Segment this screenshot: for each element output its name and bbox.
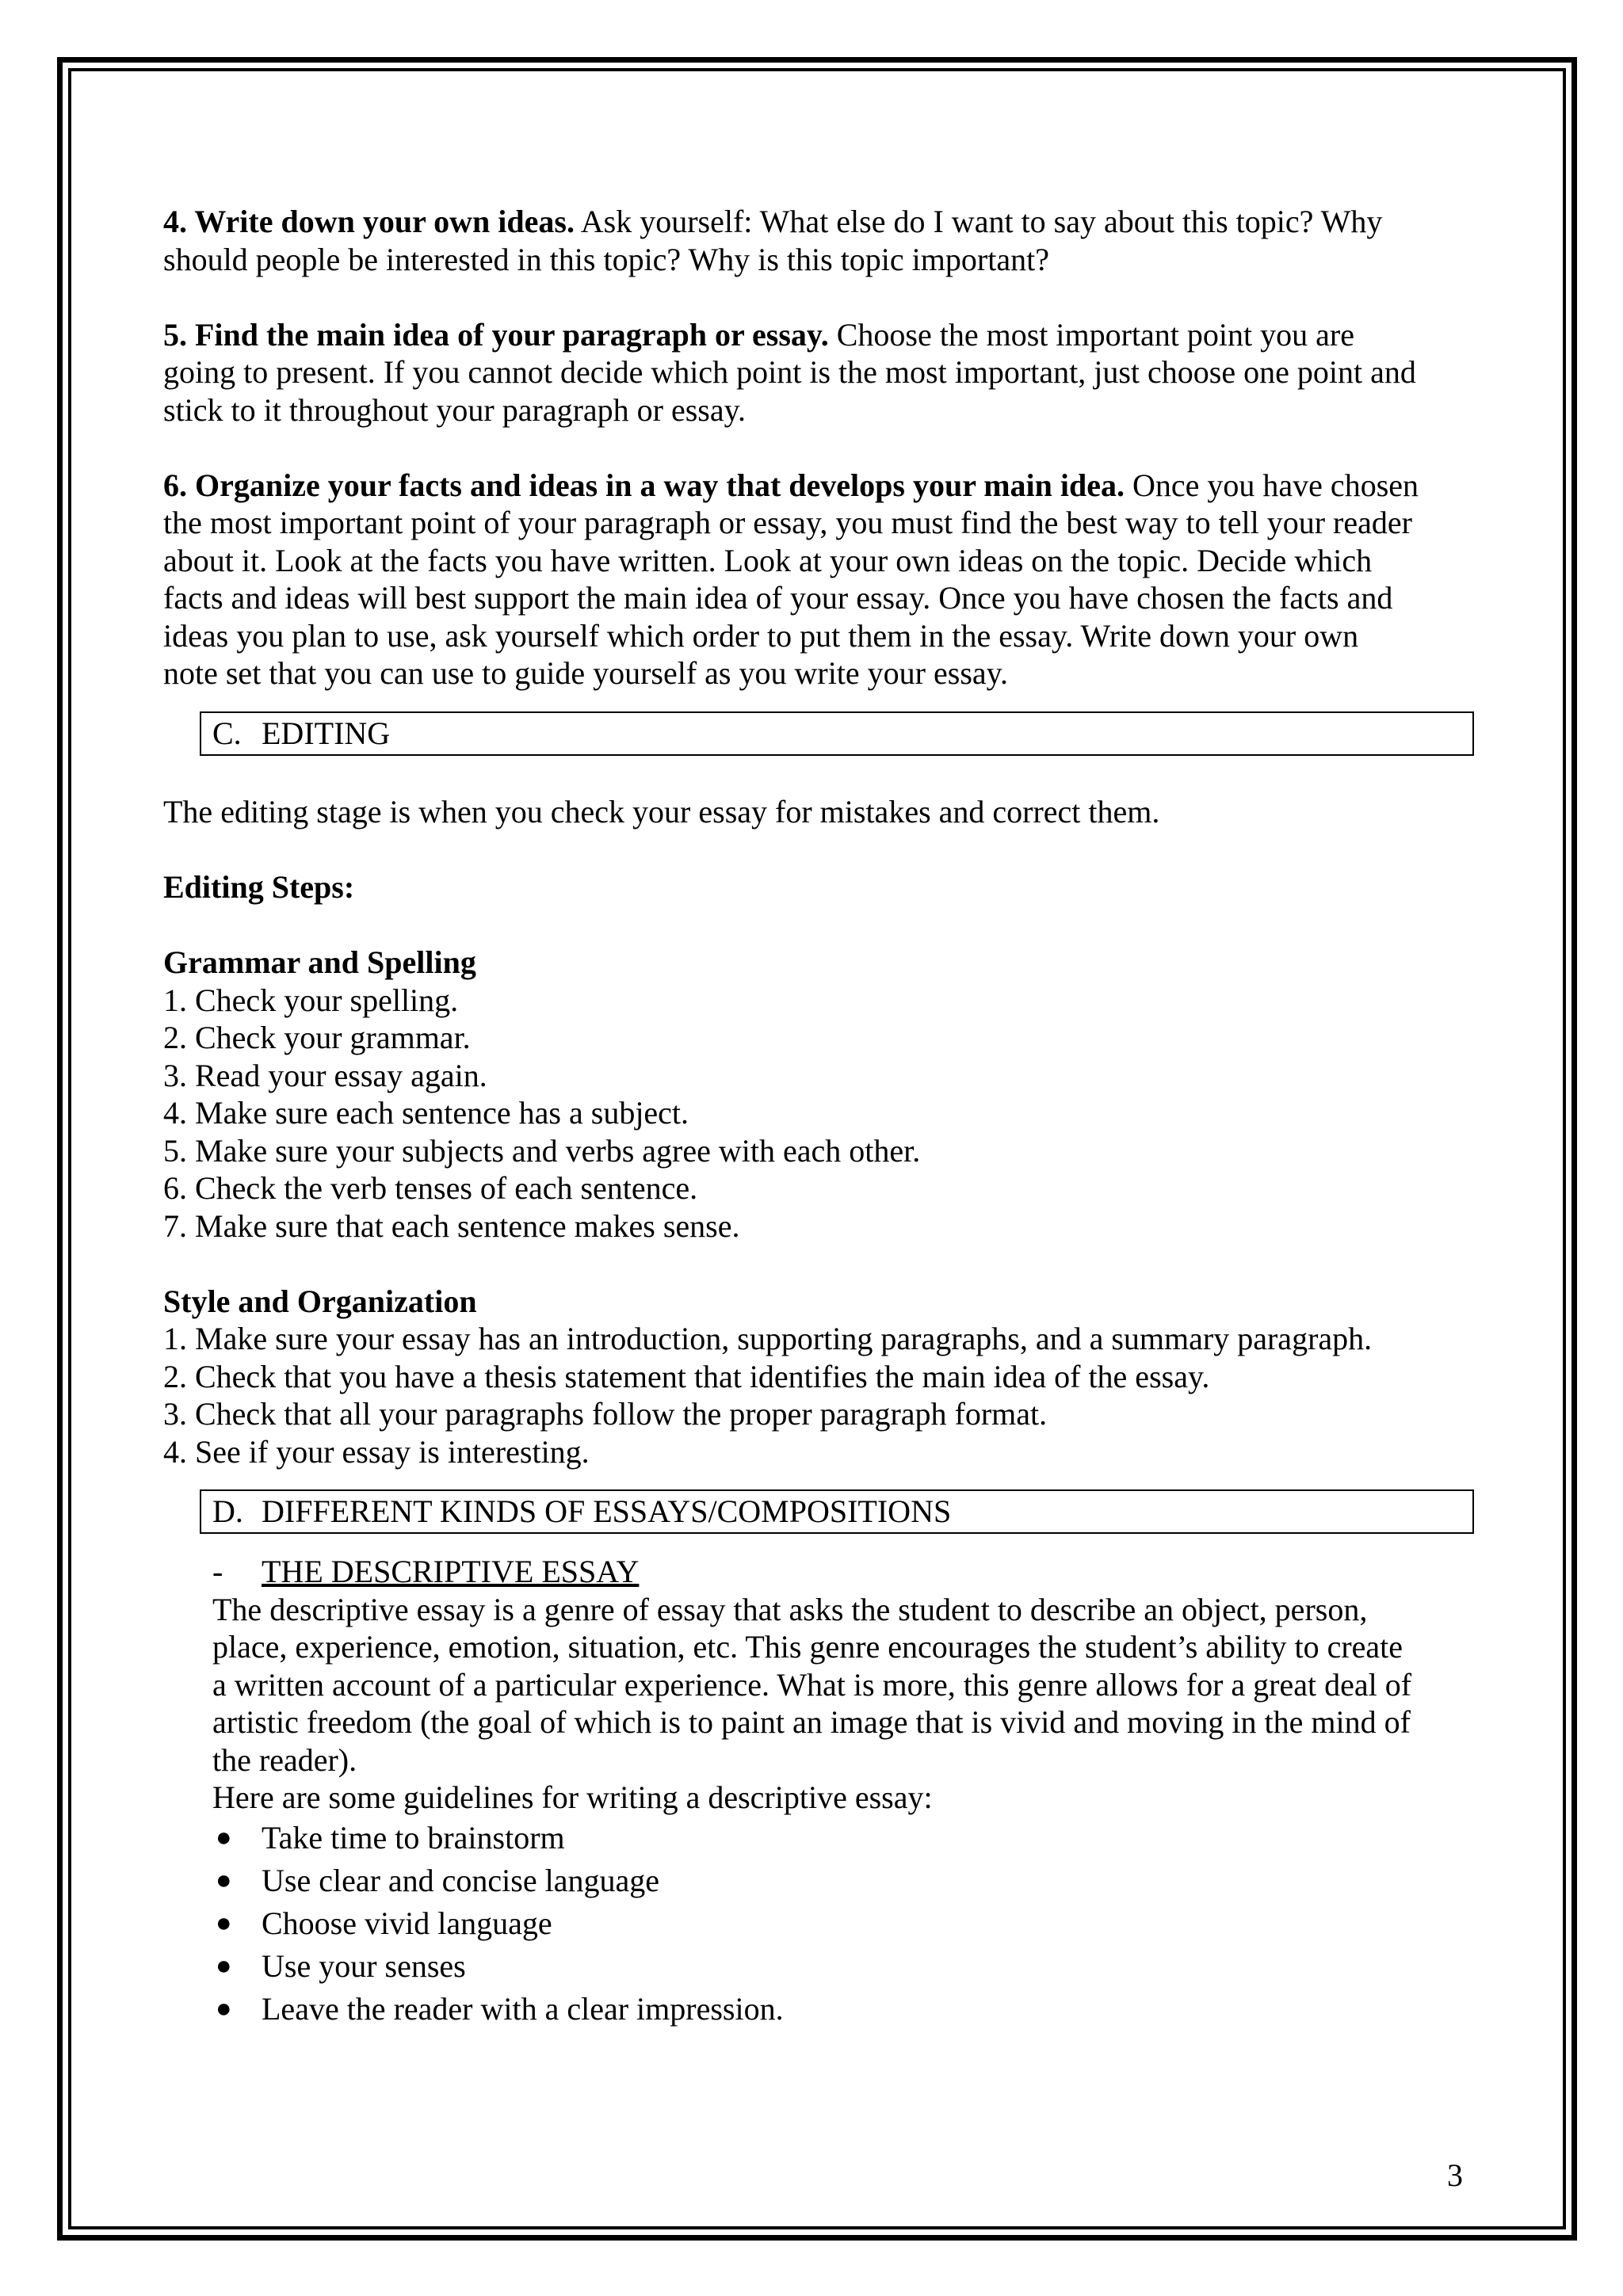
section-c-letter: C.	[212, 715, 242, 751]
guideline-text: Use clear and concise language	[262, 1862, 659, 1898]
step-6-text-line: ideas you plan to use, ask yourself which order to put them in the essay. Write down your own	[163, 617, 1359, 654]
step-6-paragraph	[163, 467, 1479, 692]
bullet-icon: ●	[216, 1993, 232, 2023]
step-4-paragraph	[163, 203, 1479, 278]
list-item: 2. Check that you have a thesis statement that identifies the main idea of the essay.	[163, 1358, 1210, 1394]
step-5-paragraph	[163, 316, 1479, 429]
list-item: 1. Check your spelling.	[163, 982, 459, 1018]
list-item: 1. Make sure your essay has an introduction, supporting paragraphs, and a summary paragraph.	[163, 1321, 1373, 1356]
list-item	[209, 1988, 1479, 2031]
list-item	[209, 1902, 1479, 1945]
list-item	[209, 1859, 1479, 1902]
style-heading	[163, 1283, 1479, 1321]
step-5-text-line: stick to it throughout your paragraph or essay.	[163, 391, 747, 428]
page-content	[163, 203, 1479, 2031]
list-item: 3. Check that all your paragraphs follow the proper paragraph format.	[163, 1396, 1048, 1432]
list-item: 6. Check the verb tenses of each sentence.	[163, 1170, 698, 1206]
style-heading-text: Style and Organization	[163, 1283, 477, 1319]
step-6-text-line: note set that you can use to guide yourself as you write your essay.	[163, 655, 1009, 691]
step-5-text-line: Choose the most important point you are	[828, 316, 1354, 353]
guideline-text: Use your senses	[262, 1947, 466, 1984]
bullet-icon: ●	[216, 1908, 232, 1938]
step-6-text-line: the most important point of your paragraph or essay, you must find the best way to tell your reader	[163, 505, 1412, 540]
step-4-text-line: should people be interested in this topic? Why is this topic important?	[163, 241, 1049, 277]
dash-marker: -	[212, 1554, 223, 1589]
editing-steps-heading-text: Editing Steps:	[163, 869, 355, 905]
description-line: the reader).	[212, 1741, 357, 1778]
step-5-heading: 5. Find the main idea of your paragraph or essay.	[163, 316, 829, 353]
grammar-list	[163, 982, 1479, 1245]
bullet-icon: ●	[216, 1951, 232, 1981]
style-list	[163, 1320, 1479, 1470]
guideline-text: Leave the reader with a clear impression.	[262, 1990, 784, 2027]
descriptive-essay-title: THE DESCRIPTIVE ESSAY	[262, 1554, 640, 1589]
step-6-heading: 6. Organize your facts and ideas in a way that develops your main idea.	[163, 467, 1125, 503]
section-c-title: EDITING	[262, 715, 391, 751]
step-6-text-line: facts and ideas will best support the main idea of your essay. Once you have chosen the facts and	[163, 580, 1393, 616]
step-6-text-line: Once you have chosen	[1125, 467, 1419, 503]
descriptive-essay-section	[212, 1553, 1479, 1817]
editing-steps-heading	[163, 868, 1479, 906]
guidelines-intro: Here are some guidelines for writing a descriptive essay:	[212, 1779, 933, 1815]
guideline-text: Take time to brainstorm	[262, 1819, 565, 1855]
section-d-heading-box	[200, 1489, 1474, 1534]
descriptive-essay-subheading	[212, 1553, 1479, 1591]
list-item: 4. See if your essay is interesting.	[163, 1433, 590, 1470]
list-item: 5. Make sure your subjects and verbs agree with each other.	[163, 1132, 921, 1169]
section-d-title: DIFFERENT KINDS OF ESSAYS/COMPOSITIONS	[262, 1493, 952, 1529]
list-item: 4. Make sure each sentence has a subject.	[163, 1095, 689, 1131]
descriptive-essay-description	[212, 1591, 1479, 1779]
guideline-text: Choose vivid language	[262, 1905, 552, 1941]
page-number: 3	[1447, 2157, 1463, 2193]
list-item: 7. Make sure that each sentence makes sense.	[163, 1207, 740, 1244]
list-item: 2. Check your grammar.	[163, 1020, 471, 1055]
editing-intro: The editing stage is when you check your essay for mistakes and correct them.	[163, 794, 1160, 830]
grammar-heading-text: Grammar and Spelling	[163, 944, 476, 980]
description-line: place, experience, emotion, situation, etc. This genre encourages the student’s ability to create	[212, 1629, 1403, 1665]
grammar-heading	[163, 944, 1479, 982]
bullet-icon: ●	[216, 1865, 232, 1895]
section-d-letter: D.	[212, 1493, 243, 1529]
description-line: a written account of a particular experience. What is more, this genre allows for a great deal of	[212, 1666, 1412, 1703]
guidelines-list	[209, 1817, 1479, 2031]
list-item	[209, 1817, 1479, 1859]
step-4-text-line: Ask yourself: What else do I want to say about this topic? Why	[574, 204, 1383, 239]
description-line: artistic freedom (the goal of which is to paint an image that is vivid and moving in the mind of	[212, 1704, 1411, 1740]
section-c-heading-box	[200, 711, 1474, 756]
step-6-text-line: about it. Look at the facts you have written. Look at your own ideas on the topic. Decide which	[163, 542, 1373, 578]
step-5-text-line: going to present. If you cannot decide which point is the most important, just choose one point and	[163, 354, 1416, 390]
description-line: The descriptive essay is a genre of essay that asks the student to describe an object, person,	[212, 1591, 1368, 1627]
step-4-heading: 4. Write down your own ideas.	[163, 204, 575, 239]
list-item	[209, 1945, 1479, 1988]
list-item: 3. Read your essay again.	[163, 1057, 487, 1093]
bullet-icon: ●	[216, 1822, 232, 1852]
